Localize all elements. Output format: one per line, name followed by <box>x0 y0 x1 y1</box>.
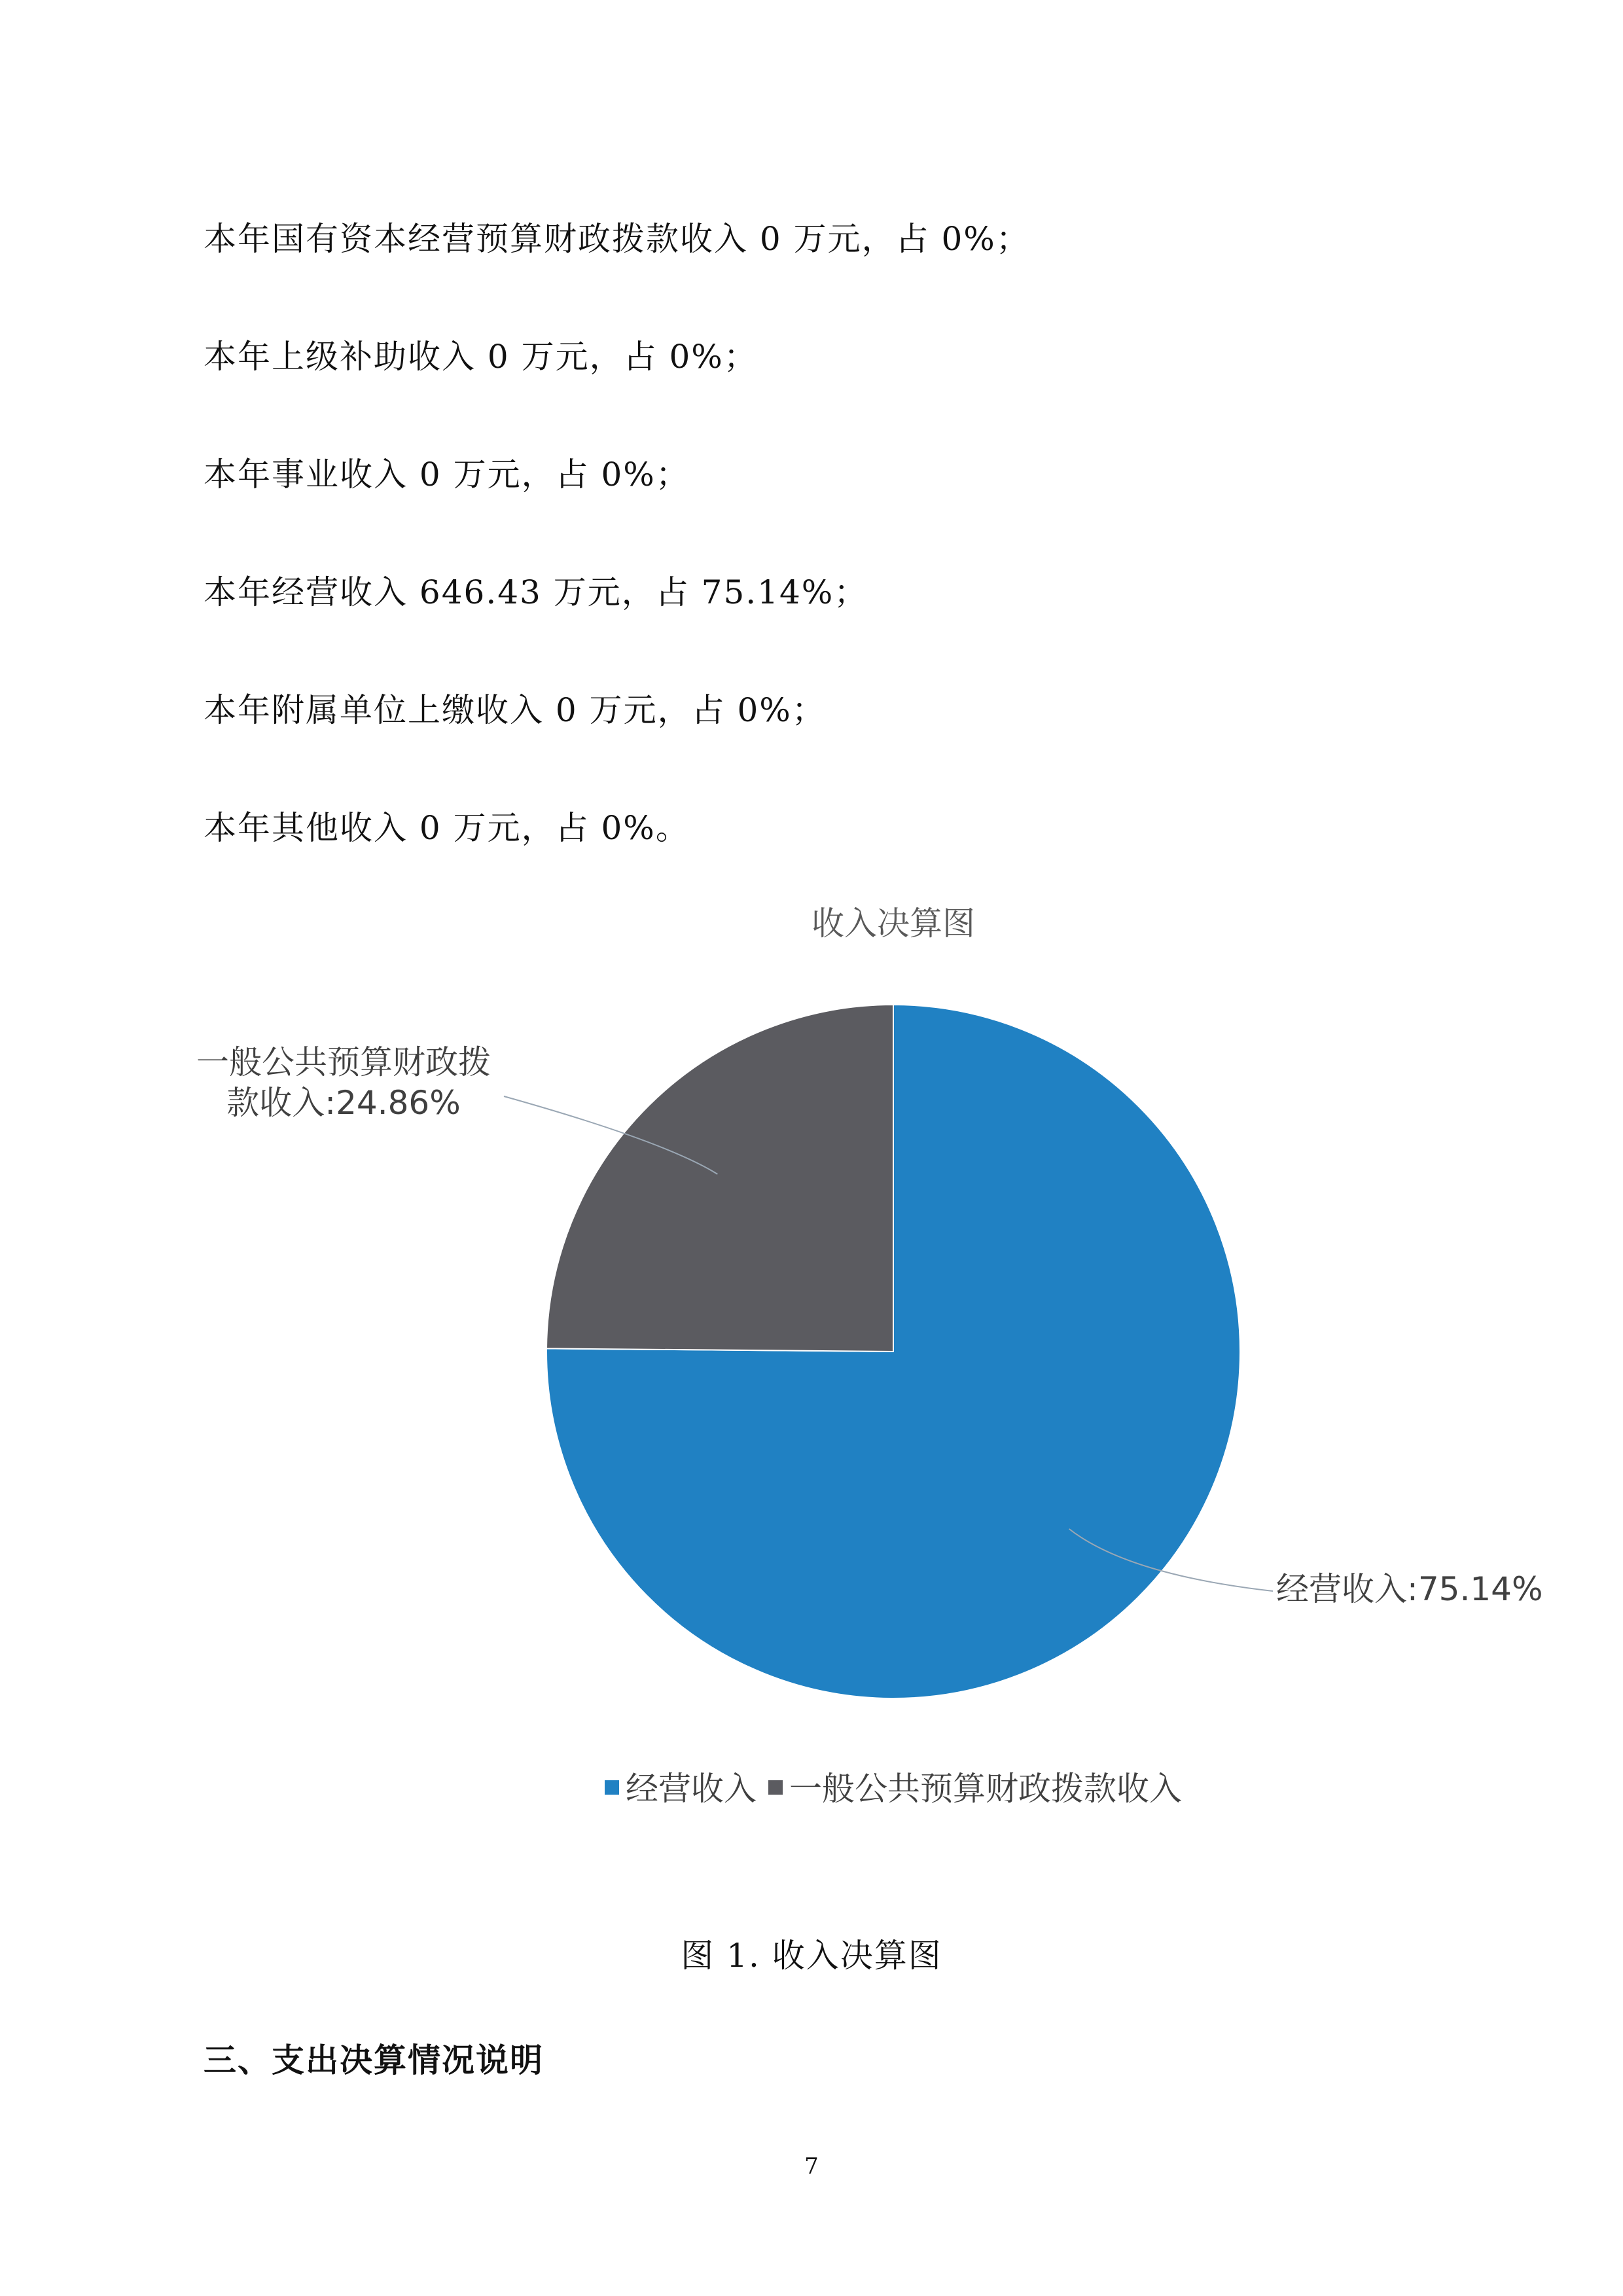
paragraph-6: 本年其他收入 0 万元，占 0%。 <box>204 809 690 847</box>
chart-title: 收入决算图 <box>812 905 975 942</box>
income-pie-chart <box>0 877 1623 1859</box>
pie-chart-svg <box>0 877 1623 1859</box>
page-number: 7 <box>804 2153 819 2179</box>
paragraph-2: 本年上级补助收入 0 万元，占 0%； <box>204 338 758 376</box>
paragraph-4: 本年经营收入 646.43 万元，占 75.14%； <box>204 573 868 611</box>
legend-swatch-1 <box>768 1780 783 1795</box>
data-label-1: 一般公共预算财政拨款收入:24.86% <box>196 1043 491 1122</box>
pie-slice-1 <box>546 1005 893 1352</box>
legend-label-0: 经营收入 <box>626 1770 757 1808</box>
data-label-0: 经营收入:75.14% <box>1276 1570 1543 1608</box>
legend-swatch-0 <box>605 1780 619 1795</box>
paragraph-5: 本年附属单位上缴收入 0 万元，占 0%； <box>204 691 826 729</box>
paragraph-3: 本年事业收入 0 万元，占 0%； <box>204 456 690 493</box>
paragraph-1: 本年国有资本经营预算财政拨款收入 0 万元，占 0%； <box>204 220 1030 258</box>
section-heading: 三、支出决算情况说明 <box>204 2041 544 2079</box>
legend-label-1: 一般公共预算财政拨款收入 <box>789 1770 1182 1808</box>
figure-caption: 图 1. 收入决算图 <box>681 1937 942 1975</box>
